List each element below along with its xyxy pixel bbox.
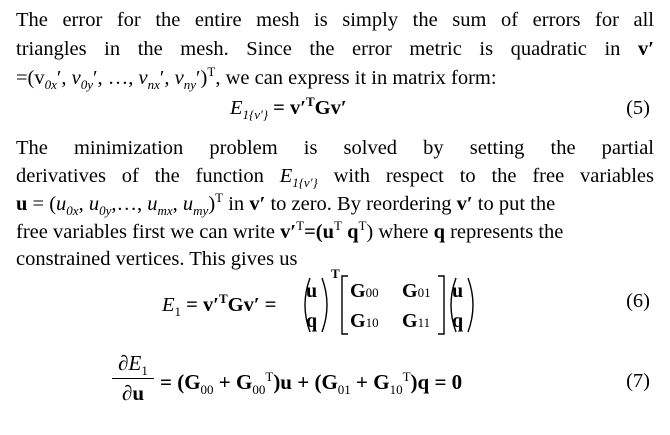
- para2-line2: derivatives of the function $E_{1\{v'\}}$ with respect to the free variables: [16, 165, 655, 191]
- para2-line1: The minimization problem is solved by setting the partial: [16, 137, 654, 159]
- equation-7-number: (7): [626, 370, 650, 392]
- eq6-g10: G10: [350, 310, 379, 332]
- para1-line3: $=(v_{0x}'$, $v_{0y}'$, …, $v_{nx}'$, $v_{ny}')^T$, we can express it in matrix form:: [16, 64, 497, 93]
- para1-line2: triangles in the mesh. Since the error metric is quadratic in v′: [16, 38, 654, 60]
- eq6-matrix-brackets: [300, 272, 500, 338]
- para2-line4: free variables first we can write $v'^T=(u^T$ $q^T$) where q represents the: [16, 218, 564, 243]
- para2-line5: constrained vertices. This gives us: [16, 248, 298, 270]
- eq6-g00: G00: [350, 280, 379, 302]
- eq7-body: = $(G_{00} + G_{00}^T)u + (G_{01} + G_{10}^T)q = 0$: [160, 369, 463, 398]
- eq6-vec-u-right: u: [452, 280, 464, 302]
- eq6-transpose: T: [331, 266, 340, 281]
- eq6-vec-q-right: q: [452, 310, 464, 332]
- equation-5: $E_{1\{v'\}} = v'^TGv'$: [230, 94, 347, 123]
- eq6-g11: G11: [402, 310, 431, 332]
- para1-line1: The error for the entire mesh is simply the sum of errors for all: [16, 9, 654, 31]
- eq6-vec-q: q: [306, 310, 318, 332]
- equation-6-number: (6): [626, 290, 650, 312]
- eq6-lhs: $E_1 = v'^TGv'$ =: [162, 291, 277, 320]
- eq6-vec-u: u: [306, 280, 318, 302]
- equation-5-number: (5): [626, 97, 650, 119]
- eq7-fraction: $\partial E_1$ ∂u: [112, 351, 154, 406]
- eq6-g01: G01: [402, 280, 431, 302]
- para2-line3: $u = (u_{0x}$, $u_{0y},\dots$, $u_{mx}$, $u_{my})^T$ in v′ to zero. By reordering v′ to put the: [16, 190, 556, 219]
